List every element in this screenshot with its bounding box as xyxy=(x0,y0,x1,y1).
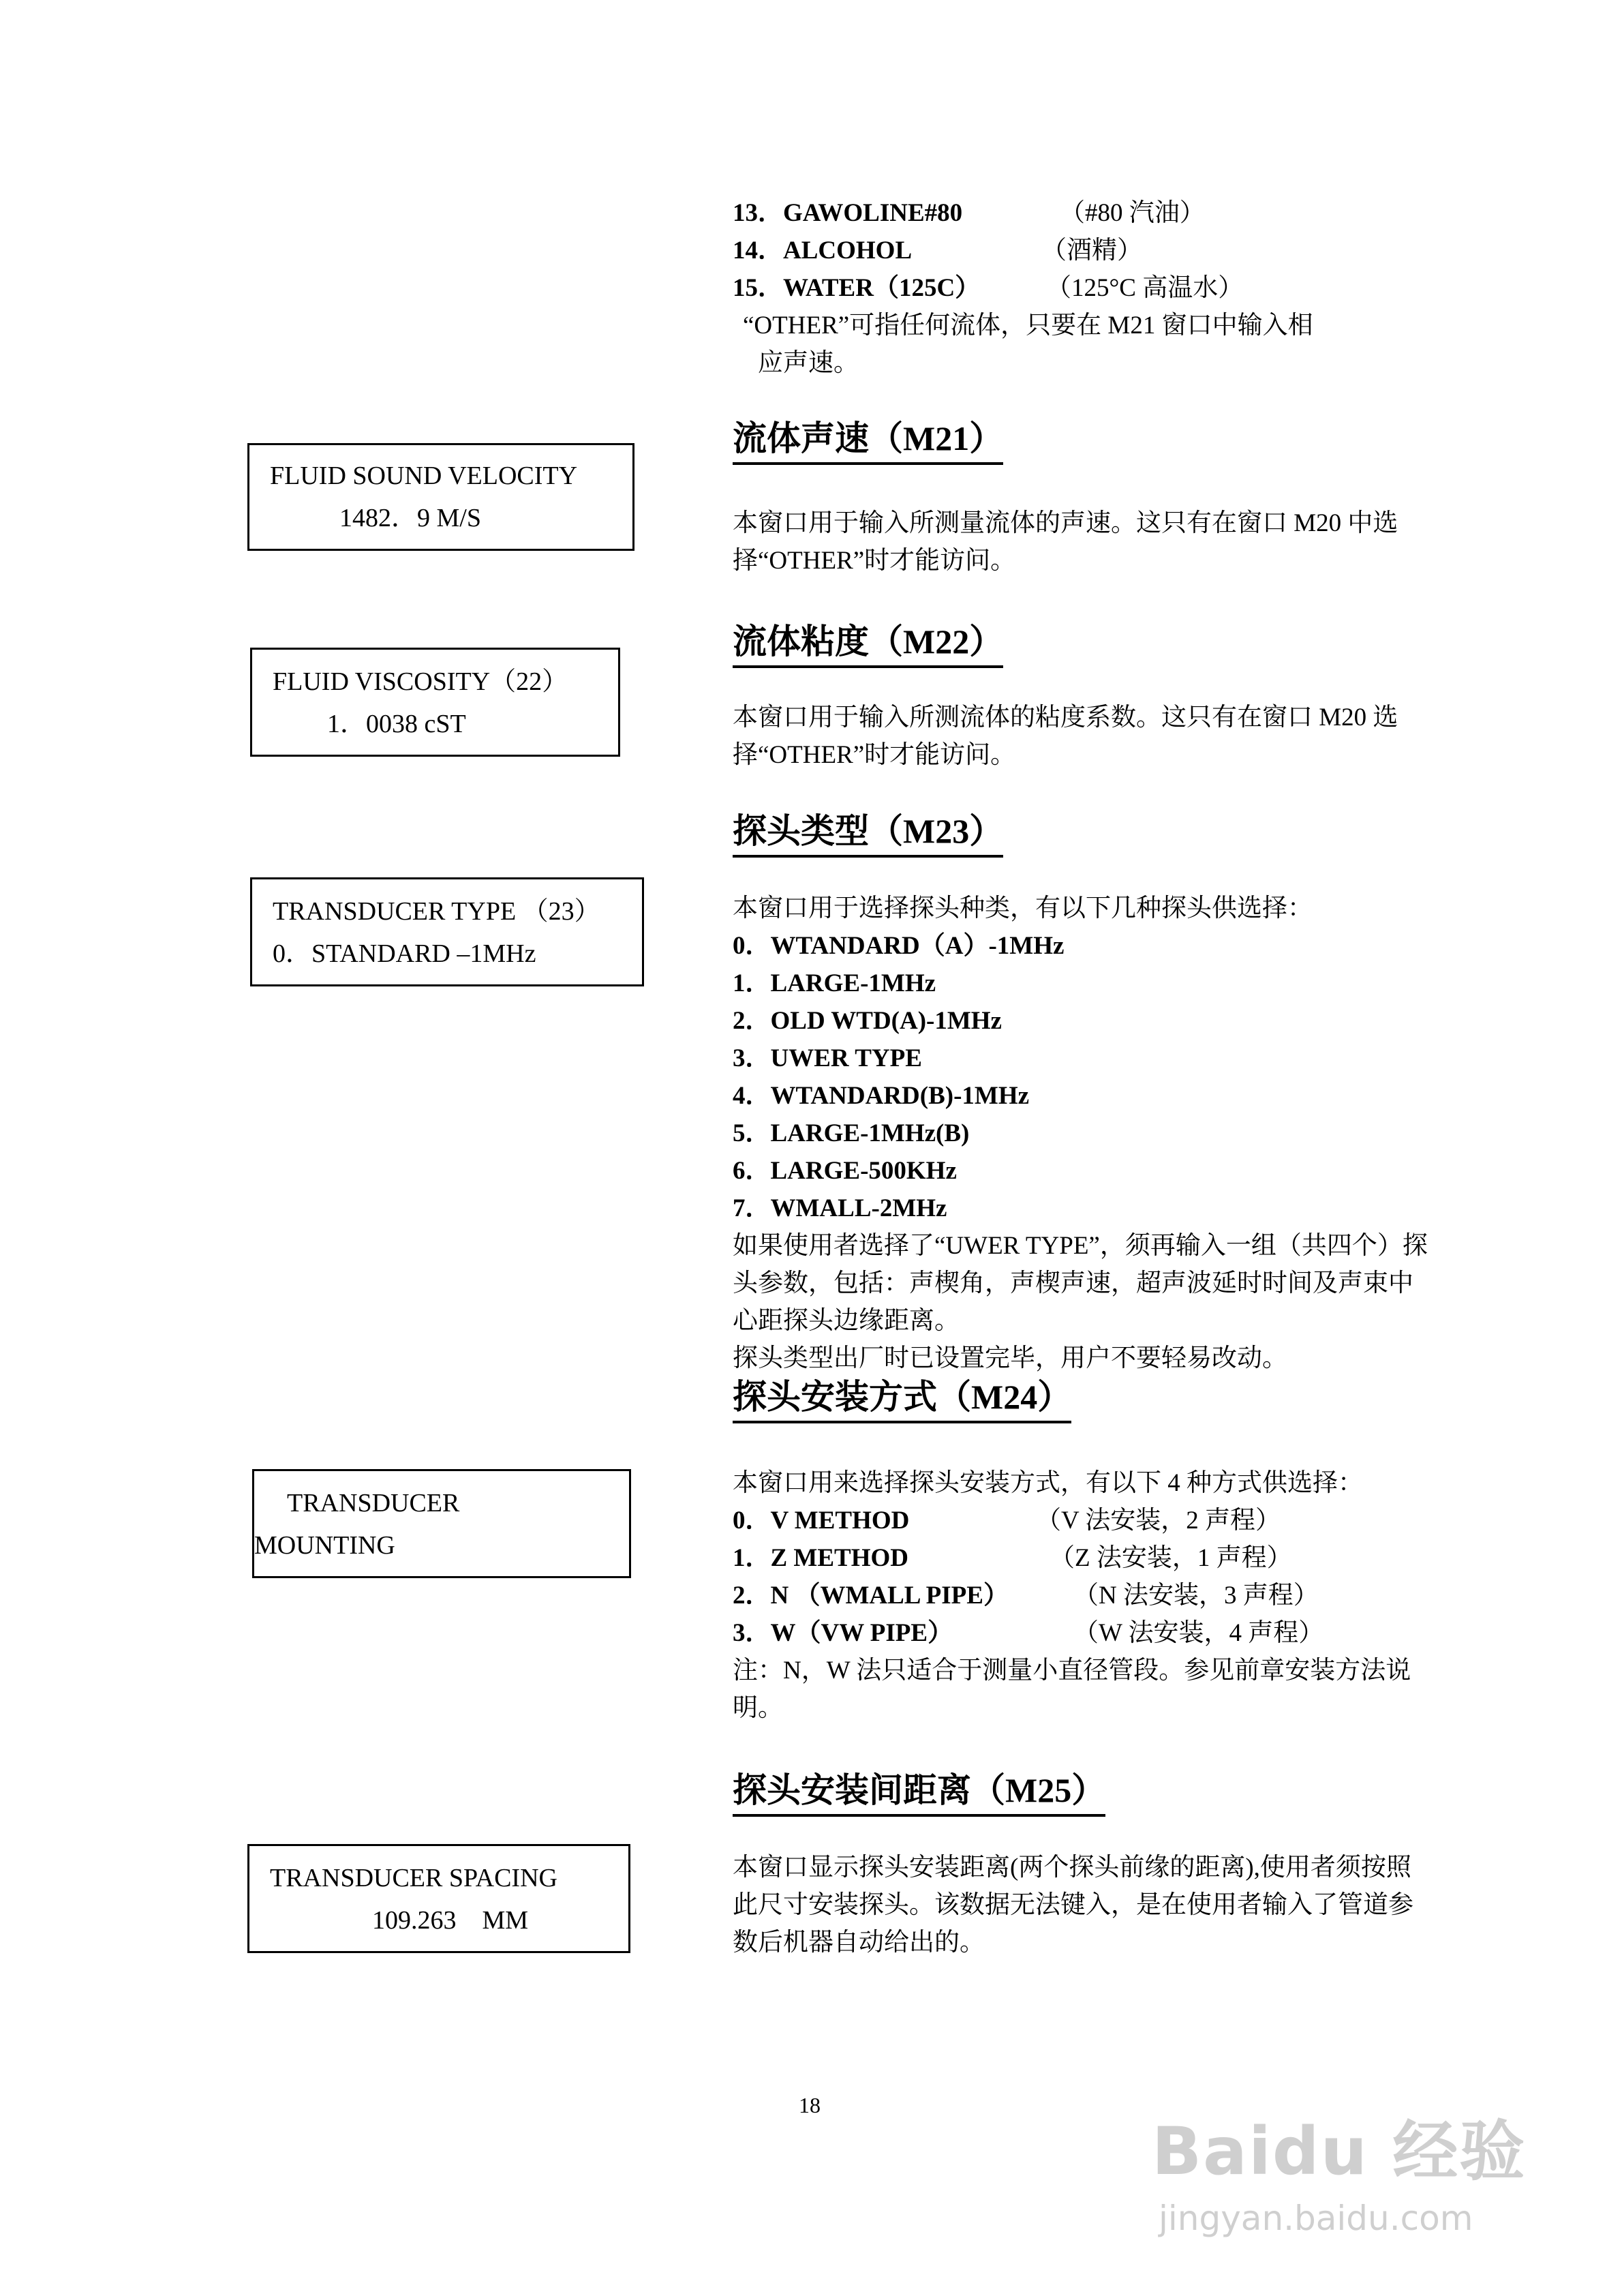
section-intro-m23: 本窗口用于选择探头种类，有以下几种探头供选择： xyxy=(733,894,1313,922)
section-note-m24: 注：N，W 法只适合于测量小直径管段。参见前章安装方法说明。 xyxy=(733,1657,1411,1722)
transducer-option: 7．WMALL-2MHz xyxy=(733,1194,947,1222)
fluid-item: 14．ALCOHOL xyxy=(733,237,913,265)
lcd-display-m24 xyxy=(252,1469,631,1578)
other-note: “OTHER”可指任何流体，只要在 M21 窗口中输入相 xyxy=(743,312,1313,339)
section-title-m24: 探头安装方式（M24） xyxy=(733,1376,1071,1423)
mounting-option: 0．V METHOD xyxy=(733,1507,910,1535)
lcd-line: FLUID SOUND VELOCITY xyxy=(270,462,578,490)
section-note-m23: 如果使用者选择了“UWER TYPE”，须再输入一组（共四个）探头参数，包括：声楔角，声楔声速，超声波延时时间及声束中心距探头边缘距离。 xyxy=(733,1232,1428,1335)
lcd-line: TRANSDUCER TYPE （23） xyxy=(273,897,600,926)
section-title-m22: 流体粘度（M22） xyxy=(733,620,1003,668)
lcd-display-m21 xyxy=(247,443,634,551)
section-body-m22: 本窗口用于输入所测流体的粘度系数。这只有在窗口 M20 选择“OTHER”时才能访问。 xyxy=(733,704,1398,769)
mounting-option: 2．N （WMALL PIPE） xyxy=(733,1582,1009,1610)
section-title-m21: 流体声速（M21） xyxy=(733,417,1003,465)
baidu-logo: Baidu 经验 xyxy=(1152,2113,1527,2190)
transducer-option: 5．LARGE-1MHz(B) xyxy=(733,1119,970,1147)
mounting-option-note: （V 法安装，2 声程） xyxy=(1036,1507,1281,1535)
fluid-item-note: （125°C 高温水） xyxy=(1046,274,1244,302)
lcd-line: FLUID VISCOSITY（22） xyxy=(273,667,568,696)
fluid-item-note: （酒精） xyxy=(1041,237,1142,265)
lcd-line: TRANSDUCER xyxy=(287,1489,460,1517)
mounting-option: 1．Z METHOD xyxy=(733,1544,908,1572)
section-intro-m24: 本窗口用来选择探头安装方式，有以下 4 种方式供选择： xyxy=(733,1469,1363,1497)
lcd-display-m22 xyxy=(250,648,620,757)
other-note-cont: 应声速。 xyxy=(758,349,859,377)
transducer-option: 1．LARGE-1MHz xyxy=(733,969,936,997)
lcd-value: 0．STANDARD –1MHz xyxy=(273,939,536,968)
section-note2-m23: 探头类型出厂时已设置完毕，用户不要轻易改动。 xyxy=(733,1344,1287,1372)
lcd-value: MOUNTING xyxy=(254,1531,395,1560)
section-body-m25: 本窗口显示探头安装距离(两个探头前缘的距离),使用者须按照此尺寸安装探头。该数据无法键入，是在使用者输入了管道参数后机器自动给出的。 xyxy=(733,1854,1413,1957)
fluid-item-note: （#80 汽油） xyxy=(1060,199,1205,227)
lcd-display-m25 xyxy=(247,1844,630,1953)
mounting-option: 3．W（VW PIPE） xyxy=(733,1619,953,1647)
watermark-url: jingyan.baidu.com xyxy=(1159,2199,1473,2238)
mounting-option-note: （Z 法安装，1 声程） xyxy=(1050,1544,1292,1572)
mounting-option-note: （N 法安装，3 声程） xyxy=(1073,1582,1319,1610)
transducer-option: 2．OLD WTD(A)-1MHz xyxy=(733,1007,1002,1035)
lcd-value: 1．0038 cST xyxy=(327,710,466,738)
section-body-m21: 本窗口用于输入所测量流体的声速。这只有在窗口 M20 中选择“OTHER”时才能访问。 xyxy=(733,509,1398,575)
fluid-item: 15．WATER（125C） xyxy=(733,274,981,302)
lcd-line: TRANSDUCER SPACING xyxy=(270,1864,557,1892)
page-number: 18 xyxy=(799,2093,821,2117)
transducer-option: 4．WTANDARD(B)-1MHz xyxy=(733,1082,1030,1110)
transducer-option: 3．UWER TYPE xyxy=(733,1044,922,1072)
section-title-m23: 探头类型（M23） xyxy=(733,810,1003,858)
section-title-m25: 探头安装间距离（M25） xyxy=(733,1769,1105,1817)
transducer-option: 0．WTANDARD（A）-1MHz xyxy=(733,932,1065,960)
lcd-value: 109.263 MM xyxy=(372,1906,529,1935)
fluid-item: 13．GAWOLINE#80 xyxy=(733,199,963,227)
mounting-option-note: （W 法安装，4 声程） xyxy=(1073,1619,1324,1647)
lcd-display-m23 xyxy=(250,877,644,986)
lcd-value: 1482．9 M/S xyxy=(339,504,481,532)
transducer-option: 6．LARGE-500KHz xyxy=(733,1157,957,1185)
